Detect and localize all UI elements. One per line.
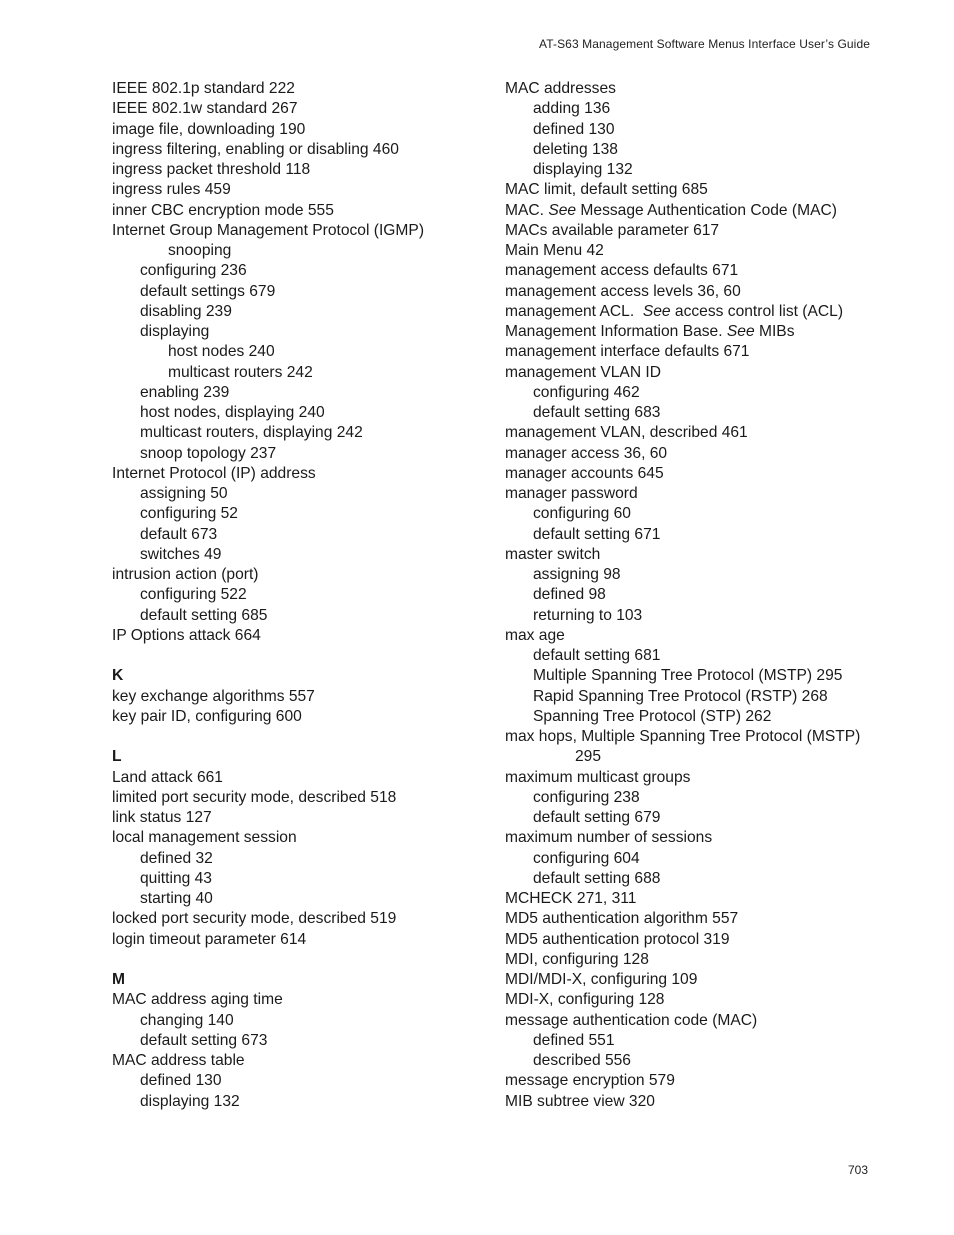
index-subentry: Rapid Spanning Tree Protocol (RSTP) 268: [533, 687, 828, 705]
index-subentry: snoop topology 237: [140, 444, 277, 462]
entry-target: Message Authentication Code (MAC): [576, 201, 837, 219]
index-subentry: multicast routers, displaying 242: [140, 424, 363, 442]
index-entry: link status 127: [112, 809, 212, 826]
index-entry: local management session: [112, 829, 297, 847]
index-subentry: snooping: [168, 242, 232, 259]
index-subentry: configuring 52: [140, 505, 238, 523]
index-letter-heading: L: [112, 748, 122, 766]
index-subentry: assigning 50: [140, 485, 228, 502]
running-header: AT-S63 Management Software Menus Interface User’s Guide: [539, 37, 870, 51]
see-reference: See: [642, 302, 671, 320]
index-entry: message authentication code (MAC): [505, 1011, 758, 1029]
index-entry: MACs available parameter 617: [505, 221, 720, 239]
index-subentry: defined 98: [533, 586, 606, 604]
index-entry: IP Options attack 664: [112, 626, 261, 644]
index-entry: maximum number of sessions: [505, 829, 713, 847]
entry-target: MIBs: [754, 323, 795, 340]
entry-text: Management Information Base.: [505, 323, 727, 340]
index-entry: management access defaults 671: [505, 262, 739, 280]
index-subentry: changing 140: [140, 1011, 234, 1029]
index-entry: MAC limit, default setting 685: [505, 181, 708, 199]
index-subentry: quitting 43: [140, 869, 212, 887]
see-reference: See: [726, 323, 755, 340]
index-subentry: default setting 679: [533, 809, 661, 826]
index-column-left: [112, 79, 482, 1112]
index-subentry: displaying 132: [533, 161, 633, 178]
index-entry: MD5 authentication algorithm 557: [505, 910, 739, 928]
index-entry: manager password: [505, 485, 638, 502]
index-subentry: default setting 673: [140, 1031, 268, 1049]
entry-text: MAC.: [505, 201, 549, 219]
index-entry: IEEE 802.1w standard 267: [112, 100, 298, 118]
index-entry: login timeout parameter 614: [112, 930, 307, 948]
index-entry: management VLAN ID: [505, 363, 662, 381]
spacer: [112, 950, 482, 970]
index-subentry: starting 40: [140, 890, 213, 907]
index-entry: MCHECK 271, 311: [505, 890, 637, 907]
index-entry: key pair ID, configuring 600: [112, 707, 302, 725]
index-entry: [505, 201, 885, 221]
index-entry: MDI/MDI-X, configuring 109: [505, 971, 698, 988]
index-entry: MD5 authentication protocol 319: [505, 930, 730, 948]
index-entry: management VLAN, described 461: [505, 424, 748, 442]
index-subentry: default setting 671: [533, 525, 661, 543]
index-subentry: adding 136: [533, 100, 611, 118]
index-entry: limited port security mode, described 518: [112, 788, 397, 806]
index-subentry: assigning 98: [533, 566, 621, 583]
index-entry: master switch: [505, 545, 601, 563]
index-entry: Land attack 661: [112, 768, 223, 786]
index-entry: ingress filtering, enabling or disabling 460: [112, 140, 399, 158]
spacer: [112, 727, 482, 747]
index-entry: intrusion action (port): [112, 566, 259, 583]
index-subentry: described 556: [533, 1052, 631, 1069]
index-subentry: defined 130: [140, 1072, 222, 1090]
index-subentry: defined 32: [140, 849, 213, 867]
index-entry: MAC addresses: [505, 80, 616, 97]
index-entry: locked port security mode, described 519: [112, 910, 397, 928]
entry-target: access control list (ACL): [670, 302, 844, 320]
index-entry: MAC address table: [112, 1052, 245, 1069]
index-subentry: multicast routers 242: [168, 363, 313, 381]
index-subentry: configuring 238: [533, 788, 640, 806]
index-subentry: configuring 604: [533, 849, 640, 867]
page-number: 703: [847, 1163, 868, 1177]
entry-text: management ACL.: [505, 302, 643, 320]
index-entry: inner CBC encryption mode 555: [112, 201, 334, 219]
index-subentry: configuring 60: [533, 505, 631, 523]
index-entry: management access levels 36, 60: [505, 282, 741, 300]
index-subentry: deleting 138: [533, 140, 618, 158]
index-subentry: defined 551: [533, 1031, 615, 1049]
index-entry: maximum multicast groups: [505, 768, 691, 786]
index-subentry: enabling 239: [140, 383, 230, 401]
index-subentry: default setting 685: [140, 606, 268, 624]
index-subentry: configuring 236: [140, 262, 247, 280]
index-subentry: Multiple Spanning Tree Protocol (MSTP) 295: [533, 667, 843, 685]
index-subentry: default setting 683: [533, 404, 661, 421]
see-reference: See: [548, 201, 577, 219]
index-column-right: [505, 79, 885, 1112]
index-entry: Internet Protocol (IP) address: [112, 464, 316, 482]
index-subentry: disabling 239: [140, 302, 232, 320]
index-subentry: displaying 132: [140, 1092, 240, 1110]
index-entry: MIB subtree view 320: [505, 1092, 655, 1110]
index-entry: Main Menu 42: [505, 242, 604, 259]
index-subentry: defined 130: [533, 120, 615, 138]
index-letter-heading: M: [112, 971, 125, 988]
index-entry: MDI, configuring 128: [505, 950, 649, 968]
index-subentry: host nodes, displaying 240: [140, 404, 325, 421]
index-subentry: default 673: [140, 525, 218, 543]
index-entry: image file, downloading 190: [112, 120, 306, 138]
index-entry: ingress packet threshold 118: [112, 161, 311, 178]
index-subentry: 295: [575, 748, 602, 766]
index-subentry: configuring 522: [140, 586, 247, 604]
index-entry: management interface defaults 671: [505, 343, 750, 361]
index-entry: max hops, Multiple Spanning Tree Protocol (MSTP): [505, 728, 861, 745]
index-entry: ingress rules 459: [112, 181, 231, 199]
index-entry: message encryption 579: [505, 1072, 675, 1090]
index-entry: key exchange algorithms 557: [112, 687, 315, 705]
index-subentry: host nodes 240: [168, 343, 275, 361]
index-entry: MDI-X, configuring 128: [505, 991, 665, 1009]
index-entry: manager accounts 645: [505, 464, 664, 482]
index-entry: max age: [505, 626, 565, 644]
index-letter-heading: K: [112, 667, 124, 685]
index-entry: [505, 322, 885, 342]
index-subentry: default setting 681: [533, 647, 661, 664]
index-entry: Internet Group Management Protocol (IGMP): [112, 221, 425, 239]
index-entry: MAC address aging time: [112, 991, 283, 1009]
index-subentry: default settings 679: [140, 282, 276, 300]
index-entry: IEEE 802.1p standard 222: [112, 80, 295, 97]
index-subentry: displaying: [140, 323, 210, 340]
index-subentry: returning to 103: [533, 606, 643, 624]
index-entry: manager access 36, 60: [505, 444, 668, 462]
spacer: [112, 646, 482, 666]
index-subentry: configuring 462: [533, 383, 640, 401]
index-entry: [505, 302, 885, 322]
index-subentry: Spanning Tree Protocol (STP) 262: [533, 707, 772, 725]
index-subentry: default setting 688: [533, 869, 661, 887]
index-subentry: switches 49: [140, 545, 222, 563]
